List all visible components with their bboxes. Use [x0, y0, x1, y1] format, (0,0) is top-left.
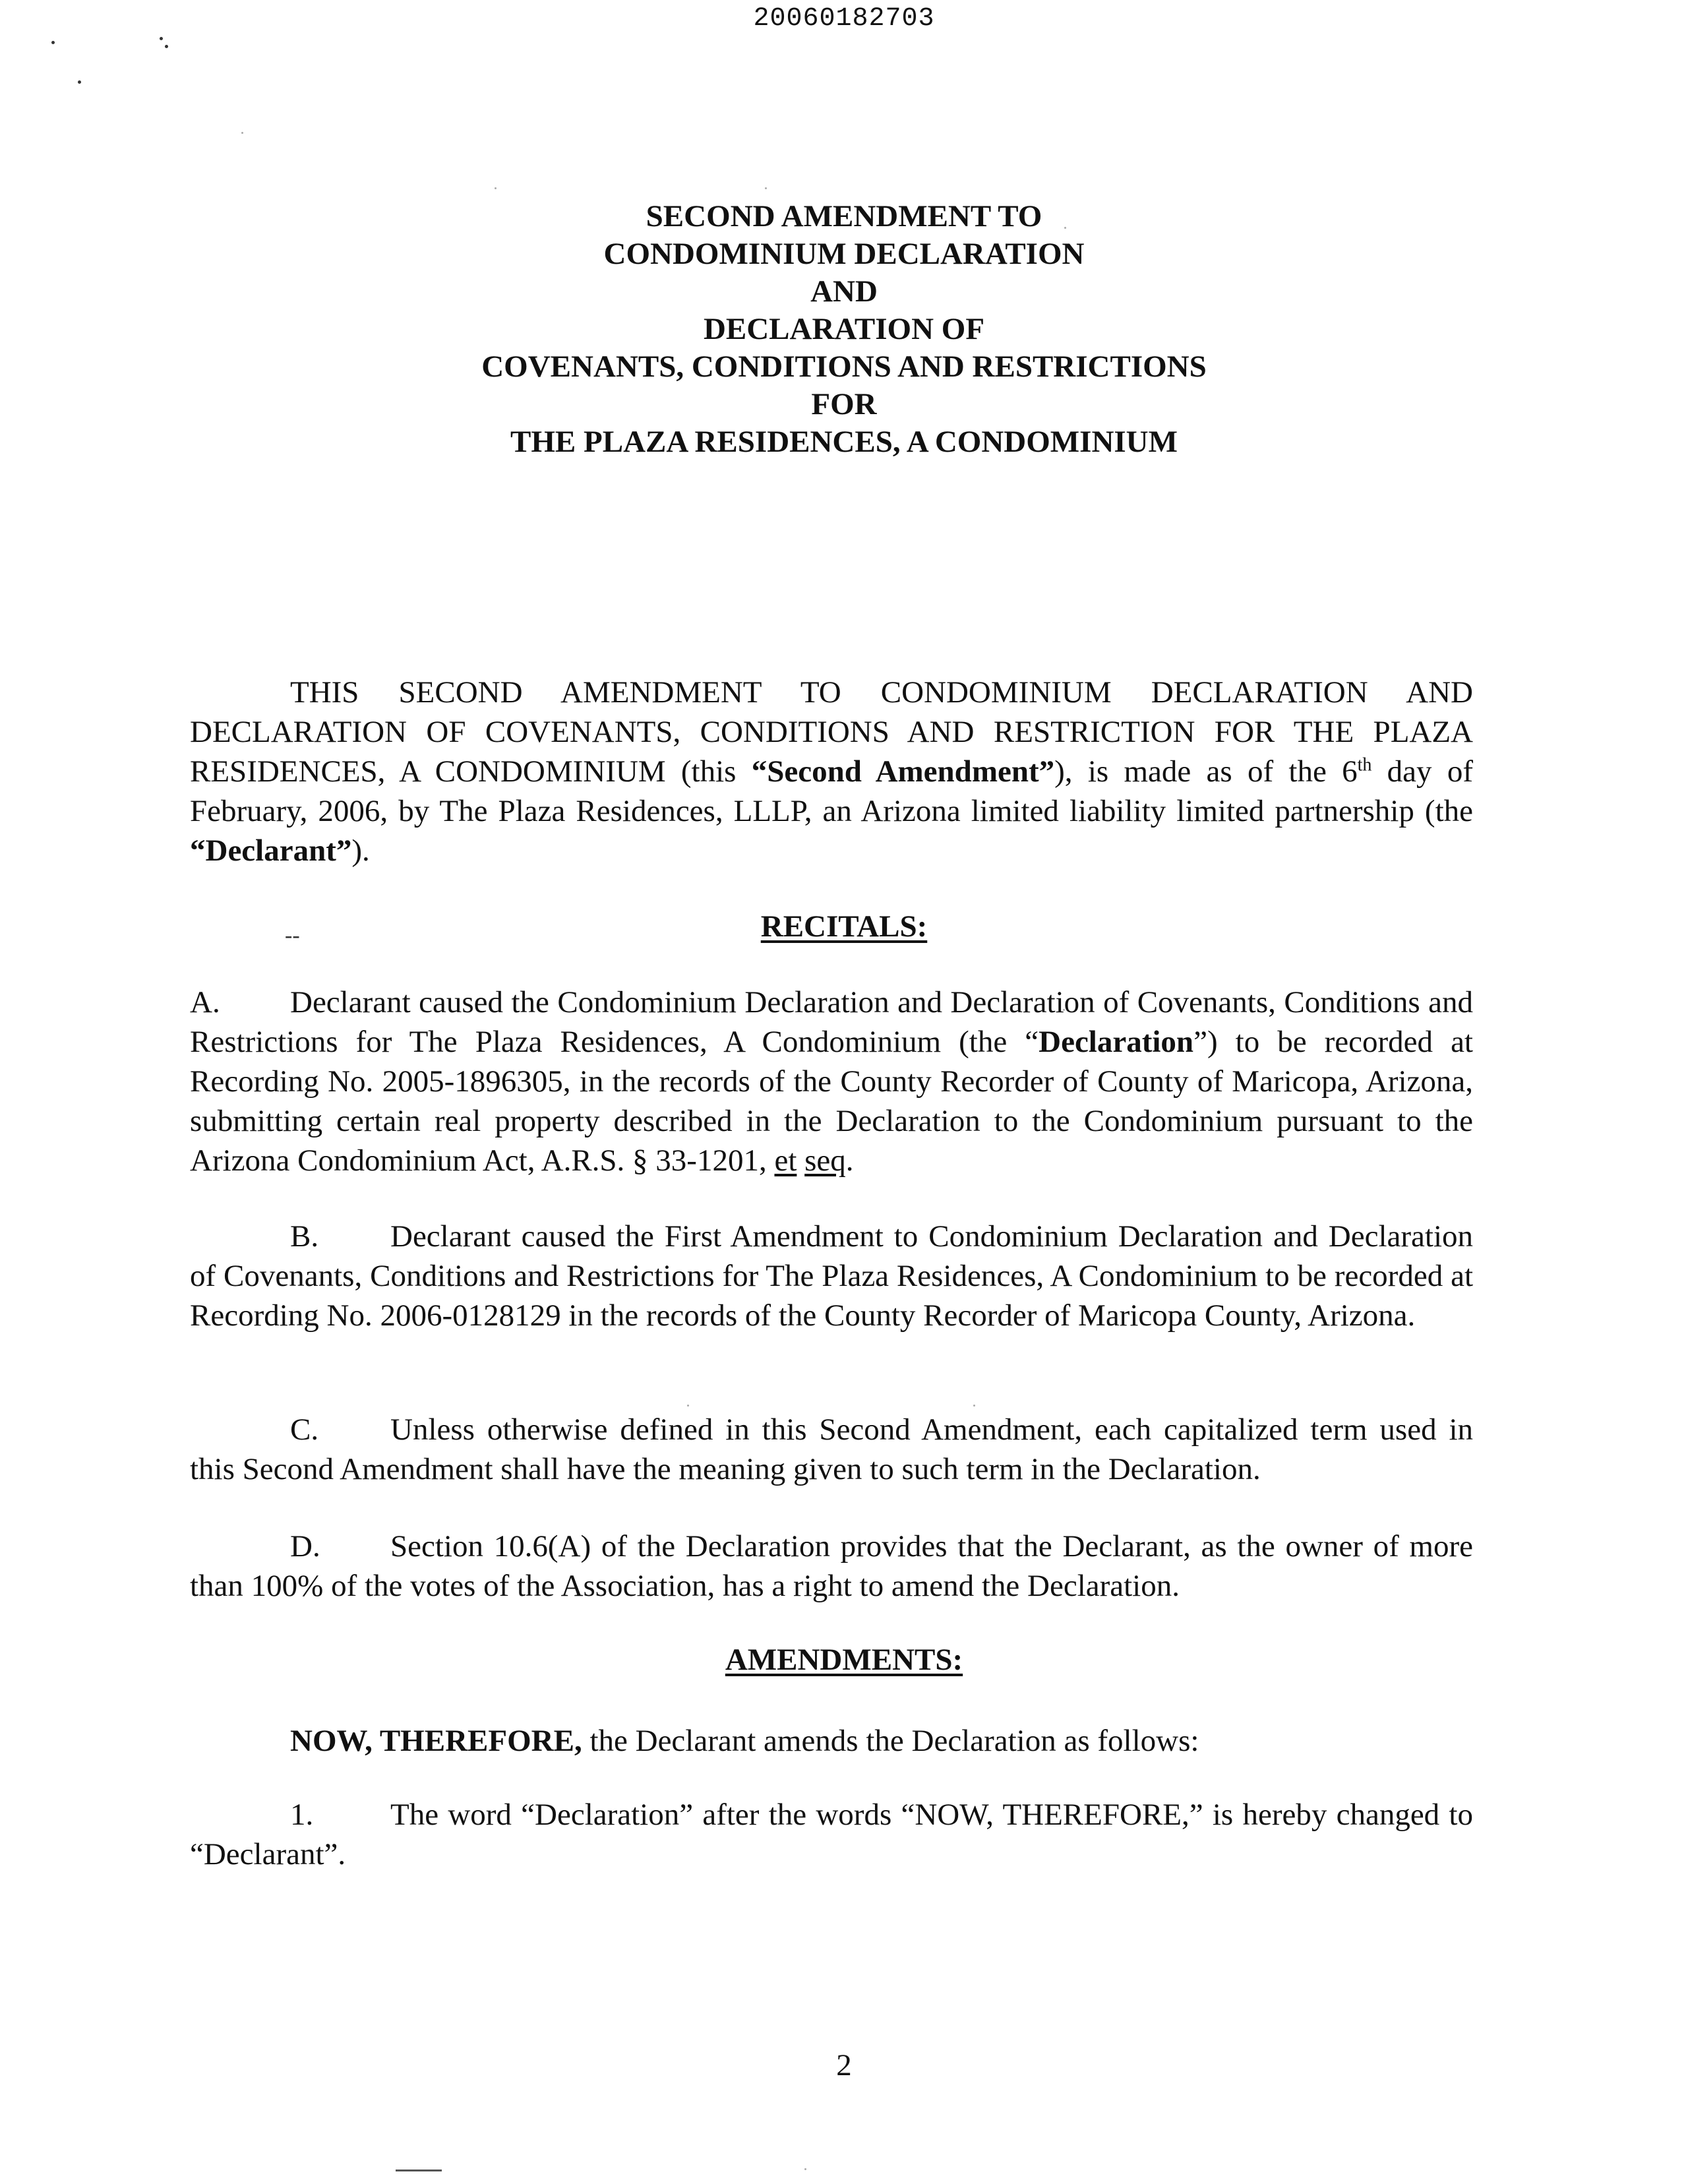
title-line: COVENANTS, CONDITIONS AND RESTRICTIONS [481, 349, 1207, 384]
amendment-1 [190, 1795, 1473, 1874]
recital-marker: A. [190, 985, 220, 1019]
recital-text: . [845, 1143, 854, 1178]
amendments-lead [190, 1721, 1473, 1761]
recital-b [190, 1217, 1473, 1335]
scan-speck [78, 80, 81, 84]
scan-speck [804, 2168, 806, 2170]
recital-text: ”) to be recorded at Recording No. 2005-1896305, in the records of the County Recorder of County of Maricopa, Arizona, submitting certain real property described in the Declaration to the Condominium pursuant to the Arizona Condominium Act, A.R.S. § 33-1201, [190, 1025, 1473, 1178]
intro-paragraph [190, 673, 1473, 870]
bottom-rule [396, 2169, 442, 2171]
recital-d [190, 1527, 1473, 1606]
intro-text: ), is made as of the 6 [1054, 754, 1358, 789]
recitals-heading: RECITALS: [760, 909, 928, 944]
title-line: SECOND AMENDMENT TO [646, 199, 1042, 233]
scan-speck [765, 187, 767, 189]
scan-speck [495, 187, 497, 189]
title-line: THE PLAZA RESIDENCES, A CONDOMINIUM [510, 425, 1178, 459]
dash-mark: -- [285, 923, 300, 948]
document-title [0, 198, 1688, 461]
defined-term-declaration: Declaration [1039, 1025, 1194, 1059]
scan-speck [51, 41, 55, 44]
ordinal-suffix: th [1357, 754, 1372, 775]
amendment-marker: 1. [290, 1798, 314, 1832]
scan-speck [241, 132, 243, 134]
scan-speck [687, 1405, 689, 1407]
citation-et: et [774, 1143, 797, 1178]
recital-text: Unless otherwise defined in this Second Amendment, each capitalized term used in this Second Amendment shall have the meaning given to such term in the Declaration. [190, 1412, 1473, 1486]
citation-seq: seq [804, 1143, 846, 1178]
recital-marker: D. [290, 1529, 320, 1563]
defined-term-second-amendment: “Second Amendment” [751, 754, 1055, 789]
document-number: 20060182703 [753, 4, 935, 34]
title-line: CONDOMINIUM DECLARATION [603, 237, 1085, 271]
defined-term-declarant: “Declarant” [190, 834, 352, 868]
recital-marker: B. [290, 1219, 319, 1254]
recital-c [190, 1410, 1473, 1489]
intro-text: THIS SECOND AMENDMENT TO CONDOMINIUM DECLARATION AND DECLARATION OF COVENANTS, CONDITIONS AND RESTRICTION FOR THE PLAZA RESIDENCES, A CONDOMINIUM (this [190, 675, 1473, 789]
lead-bold: NOW, THEREFORE, [290, 1724, 582, 1758]
title-line: DECLARATION OF [703, 312, 985, 346]
amendments-heading: AMENDMENTS: [725, 1643, 963, 1677]
intro-text: day of February, 2006, by The Plaza Residences, LLLP, an Arizona limited liability limited partnership (the [190, 754, 1473, 828]
scan-speck [160, 37, 163, 40]
intro-text: ). [351, 834, 370, 868]
lead-text: the Declarant amends the Declaration as follows: [582, 1724, 1199, 1758]
scan-speck [165, 45, 168, 48]
title-line: AND [810, 274, 878, 309]
scan-speck [973, 1405, 975, 1407]
title-line: FOR [811, 387, 877, 421]
recital-text: Section 10.6(A) of the Declaration provides that the Declarant, as the owner of more than 100% of the votes of the Association, has a right to amend the Declaration. [190, 1529, 1473, 1603]
recital-text: Declarant caused the Condominium Declaration and Declaration of Covenants, Conditions and Restrictions for The Plaza Residences, A Condominium (the “ [190, 985, 1473, 1059]
recital-text: Declarant caused the First Amendment to Condominium Declaration and Declaration of Covenants, Conditions and Restrictions for The Plaza Residences, A Condominium to be recorded at Recording No. 2006-0128129 in the records of the County Recorder of Maricopa County, Arizona. [190, 1219, 1473, 1333]
recital-a [190, 983, 1473, 1180]
page-number: 2 [836, 2048, 852, 2082]
amendment-text: The word “Declaration” after the words “NOW, THEREFORE,” is hereby changed to “Declarant”. [190, 1798, 1473, 1871]
recital-marker: C. [290, 1412, 319, 1447]
